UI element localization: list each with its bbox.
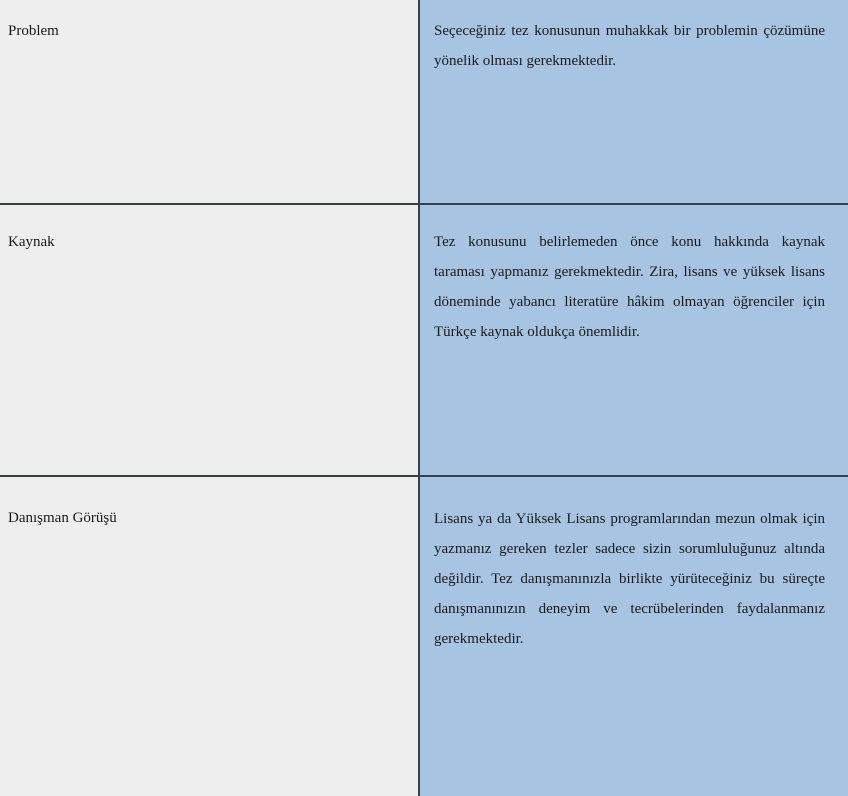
table-row-kaynak — [0, 205, 848, 475]
description-cell — [420, 0, 848, 203]
row-divider — [0, 475, 848, 477]
criterion-cell — [0, 205, 418, 475]
table-row-danisman-gorusu — [0, 477, 848, 796]
criterion-description: Seçeceğiniz tez konusunun muhakkak bir problemin çözümüne yönelik olması gerekmektedir. — [434, 23, 825, 69]
column-divider — [418, 0, 420, 796]
criterion-label: Danışman Görüşü — [8, 510, 117, 526]
criterion-cell — [0, 477, 418, 796]
description-cell — [420, 477, 848, 796]
description-cell — [420, 205, 848, 475]
row-divider — [0, 203, 848, 205]
criterion-cell — [0, 0, 418, 203]
criterion-label: Kaynak — [8, 234, 55, 250]
criterion-description: Tez konusunu belirlemeden önce konu hakkında kaynak taraması yapmanız gerekmektedir. Zira, lisans ve yüksek lisans döneminde yabancı literatüre hâkim olmayan öğrenciler için Türkçe kaynak oldukça önemlidir. — [434, 234, 825, 340]
criterion-description: Lisans ya da Yüksek Lisans programlarından mezun olmak için yazmanız gereken tezler sadece sizin sorumluluğunuz altında değildir. Tez danışmanınızla birlikte yürüteceğiniz bu süreçte danışmanınızın deneyim ve tecrübelerinden faydalanmanız gerekmektedir. — [434, 511, 825, 647]
table-row-problem — [0, 0, 848, 203]
criterion-label: Problem — [8, 23, 59, 39]
